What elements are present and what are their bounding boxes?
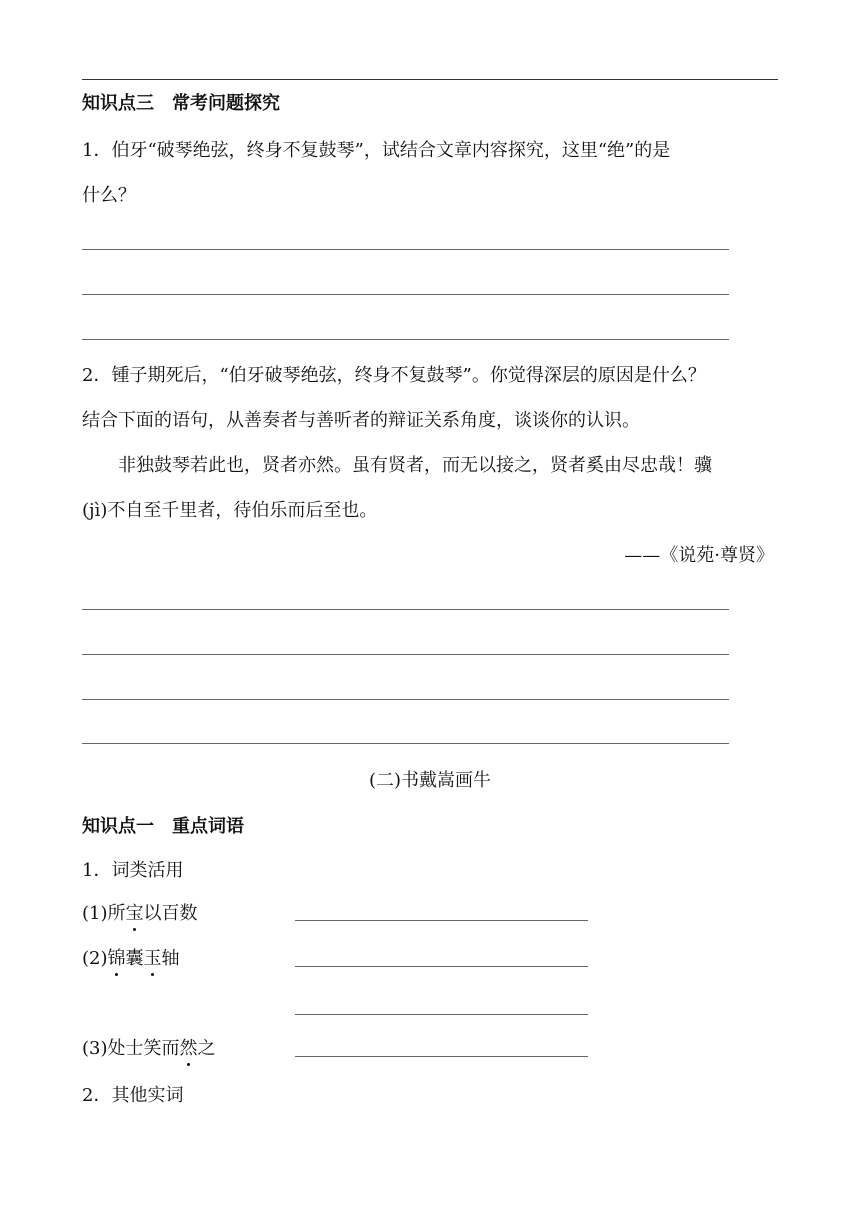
question-2-line-2: 结合下面的语句，从善奏者与善听者的辩证关系角度，谈谈你的认识。: [82, 410, 640, 431]
question-1-line-1: 1．伯牙“破琴绝弦，终身不复鼓琴”，试结合文章内容探究，这里“绝”的是: [82, 140, 671, 161]
blank-line[interactable]: [295, 1056, 588, 1057]
blank-line[interactable]: [295, 1014, 588, 1015]
answer-line[interactable]: [82, 654, 729, 655]
emphasis-dot-char: 玉: [143, 948, 162, 969]
emphasis-dot-char: 锦: [107, 948, 126, 969]
emphasis-dot-char: 然: [179, 1038, 198, 1059]
quote-line-1: 非独鼓琴若此也，贤者亦然。虽有贤者，而无以接之，贤者奚由尽忠哉！骥: [118, 455, 712, 476]
question-2-line-1: 2．锺子期死后，“伯牙破琴绝弦，终身不复鼓琴”。你觉得深层的原因是什么？: [82, 365, 706, 386]
quote-line-2: (jì)不自至千里者，待伯乐而后至也。: [82, 500, 378, 521]
section-heading-1: 知识点一 重点词语: [82, 816, 244, 837]
subheading-word-class: 1．词类活用: [82, 860, 184, 881]
answer-line[interactable]: [82, 609, 729, 610]
section-heading-3: 知识点三 常考问题探究: [82, 93, 280, 114]
answer-line[interactable]: [82, 339, 729, 340]
answer-line[interactable]: [82, 699, 729, 700]
header-rule: [82, 79, 778, 80]
answer-line[interactable]: [82, 743, 729, 744]
blank-line[interactable]: [295, 920, 588, 921]
subheading-other-words: 2．其他实词: [82, 1085, 184, 1106]
quote-source: ——《说苑·尊贤》: [624, 545, 774, 566]
item-1: (1)所宝以百数: [82, 903, 198, 924]
question-1-line-2: 什么？: [82, 185, 136, 206]
emphasis-dot-char: 宝: [125, 903, 144, 924]
blank-line[interactable]: [295, 966, 588, 967]
answer-line[interactable]: [82, 294, 729, 295]
item-3: (3)处士笑而然之: [82, 1038, 216, 1059]
answer-line[interactable]: [82, 249, 729, 250]
item-2: (2)锦囊玉轴: [82, 948, 180, 969]
part-title: (二)书戴嵩画牛: [368, 770, 492, 791]
